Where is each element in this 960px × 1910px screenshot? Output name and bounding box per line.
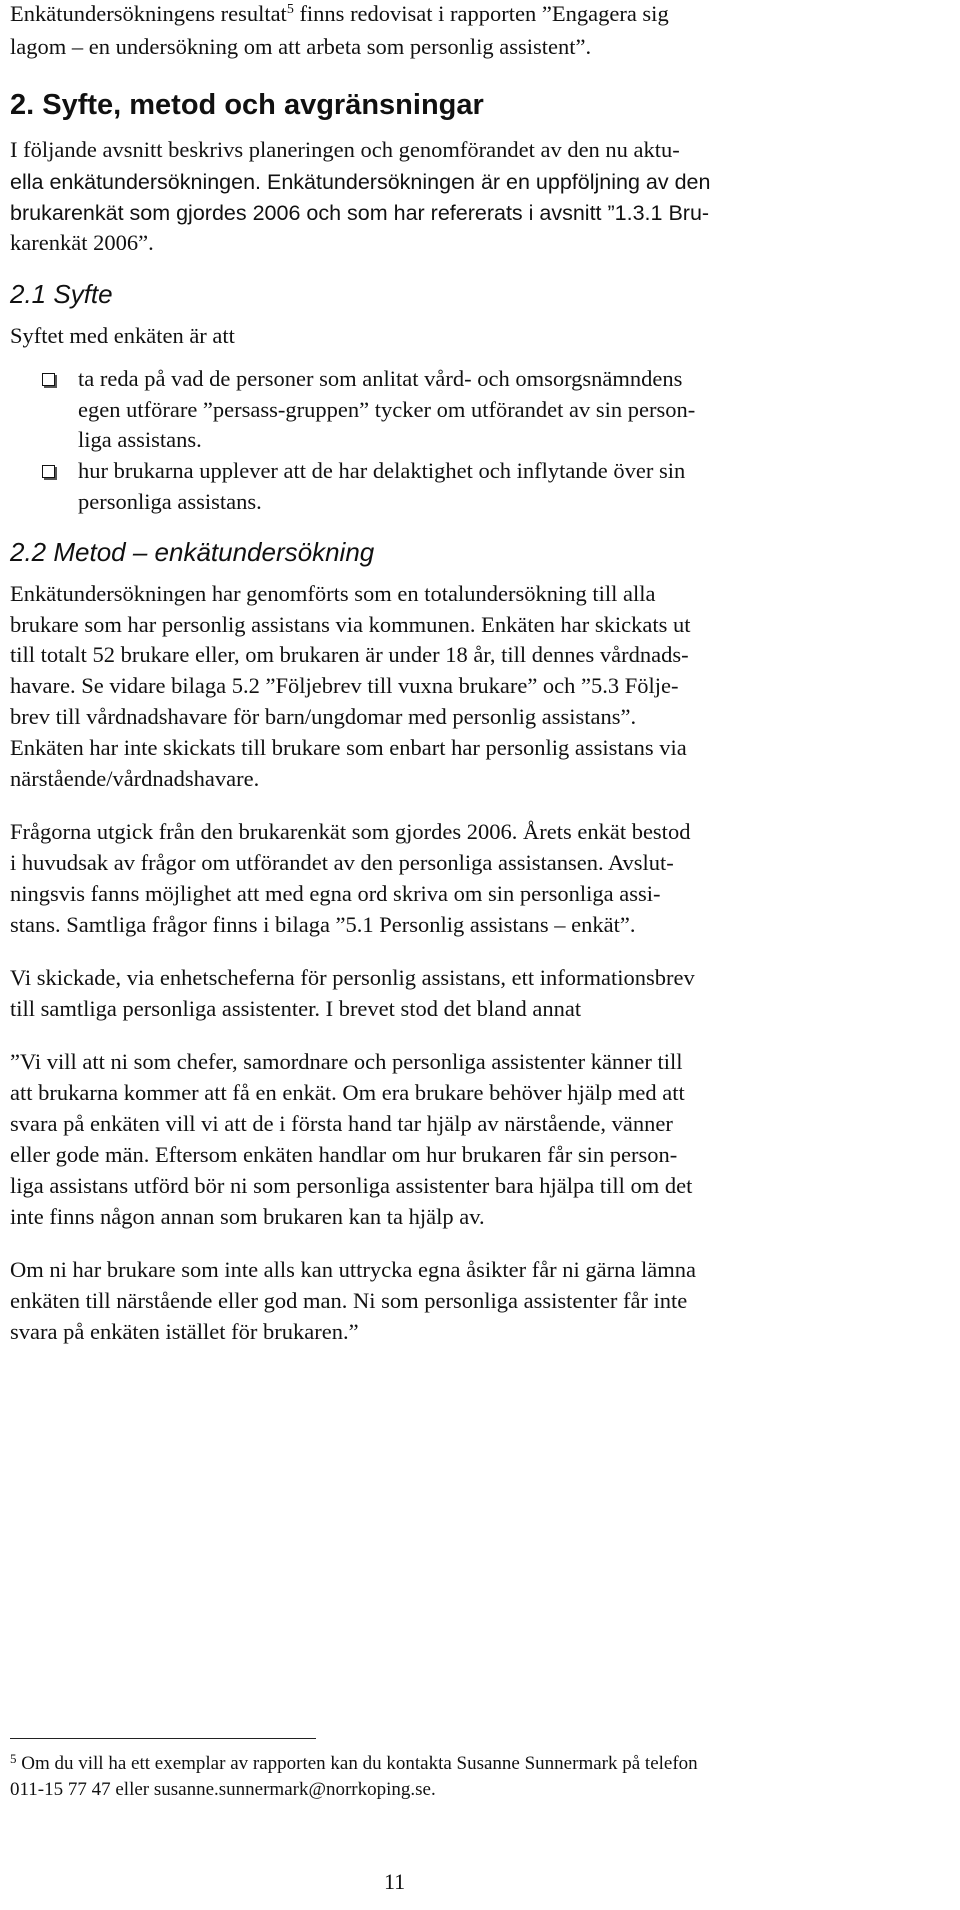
paragraph-line: i huvudsak av frågor om utförandet av den personliga assistansen. Avslut- (10, 850, 674, 875)
paragraph-line: stans. Samtliga frågor finns i bilaga ”5.1 Personlig assistans – enkät”. (10, 912, 636, 937)
paragraph-line: brev till vårdnadshavare för barn/ungdomar med personlig assistans”. (10, 704, 637, 729)
subsection-heading: 2.1 Syfte (10, 279, 113, 309)
quote-line: att brukarna kommer att få en enkät. Om era brukare behöver hjälp med att (10, 1080, 685, 1105)
quote-line: inte finns någon annan som brukaren kan ta hjälp av. (10, 1204, 485, 1229)
quote-line: liga assistans utförd bör ni som personliga assistenter bara hjälpa till om det (10, 1173, 693, 1198)
bullet-line: hur brukarna upplever att de har delaktighet och inflytande över sin (78, 458, 686, 483)
quote-line: svara på enkäten istället för brukaren.” (10, 1319, 359, 1344)
paragraph-line: Frågorna utgick från den brukarenkät som gjordes 2006. Årets enkät bestod (10, 819, 691, 844)
paragraph-line: Vi skickade, via enhetscheferna för personlig assistans, ett informationsbrev (10, 965, 695, 990)
paragraph-line: närstående/vårdnadshavare. (10, 766, 260, 791)
page-number: 11 (384, 1869, 406, 1894)
subsection-heading: 2.2 Metod – enkätundersökning (10, 537, 375, 567)
intro-text: Enkätundersökningens resultat (10, 1, 287, 26)
bullet-line: liga assistans. (78, 427, 202, 452)
paragraph-line: ningsvis fanns möjlighet att med egna ord skriva om sin personliga assi- (10, 881, 661, 906)
footnote-line-1 (10, 1752, 698, 1777)
paragraph-line: Syftet med enkäten är att (10, 323, 235, 348)
quote-line: ”Vi vill att ni som chefer, samordnare och personliga assistenter känner till (10, 1049, 683, 1074)
quote-line: enkäten till närstående eller god man. Ni som personliga assistenter får inte (10, 1288, 688, 1313)
quote-line: svara på enkäten vill vi att de i första hand tar hjälp av närstående, vänner (10, 1111, 673, 1136)
paragraph-line: brukare som har personlig assistans via kommunen. Enkäten har skickats ut (10, 612, 691, 637)
paragraph-line: till totalt 52 brukare eller, om brukaren är under 18 år, till dennes vårdnads- (10, 642, 689, 667)
intro-line-1 (10, 0, 669, 28)
footnote-text: Om du vill ha ett exemplar av rapporten kan du kontakta Susanne Sunnermark på telefon (16, 1753, 698, 1774)
footnote-divider (10, 1738, 316, 1739)
footnote-reference[interactable]: 5 (286, 2, 294, 17)
checkbox-bullet-icon (42, 465, 55, 478)
intro-line-2: lagom – en undersökning om att arbeta som personlig assistent”. (10, 34, 592, 59)
bullet-line: personliga assistans. (78, 489, 262, 514)
paragraph-line: havare. Se vidare bilaga 5.2 ”Följebrev till vuxna brukare” och ”5.3 Följe- (10, 673, 679, 698)
bullet-line: ta reda på vad de personer som anlitat vård- och omsorgsnämndens (78, 366, 683, 391)
paragraph-line: brukarenkät som gjordes 2006 och som har refererats i avsnitt ”1.3.1 Bru- (10, 201, 710, 225)
paragraph-line: ella enkätundersökningen. Enkätundersökningen är en uppföljning av den (10, 170, 711, 194)
paragraph-line: karenkät 2006”. (10, 230, 154, 255)
quote-line: Om ni har brukare som inte alls kan uttrycka egna åsikter får ni gärna lämna (10, 1257, 696, 1282)
quote-line: eller gode män. Eftersom enkäten handlar om hur brukaren får sin person- (10, 1142, 678, 1167)
footnote-line-2: 011-15 77 47 eller susanne.sunnermark@norrkoping.se. (10, 1779, 436, 1800)
paragraph-line: Enkäten har inte skickats till brukare som enbart har personlig assistans via (10, 735, 687, 760)
paragraph-line: till samtliga personliga assistenter. I brevet stod det bland annat (10, 996, 582, 1021)
section-heading: 2. Syfte, metod och avgränsningar (10, 89, 484, 121)
paragraph-line: Enkätundersökningen har genomförts som en totalundersökning till alla (10, 581, 656, 606)
intro-text-cont: finns redovisat i rapporten ”Engagera sig (293, 1, 669, 26)
footnote-number: 5 (10, 1751, 17, 1766)
bullet-line: egen utförare ”persass-gruppen” tycker om utförandet av sin person- (78, 397, 696, 422)
paragraph-line: I följande avsnitt beskrivs planeringen och genomförandet av den nu aktu- (10, 137, 680, 162)
checkbox-bullet-icon (42, 373, 55, 386)
